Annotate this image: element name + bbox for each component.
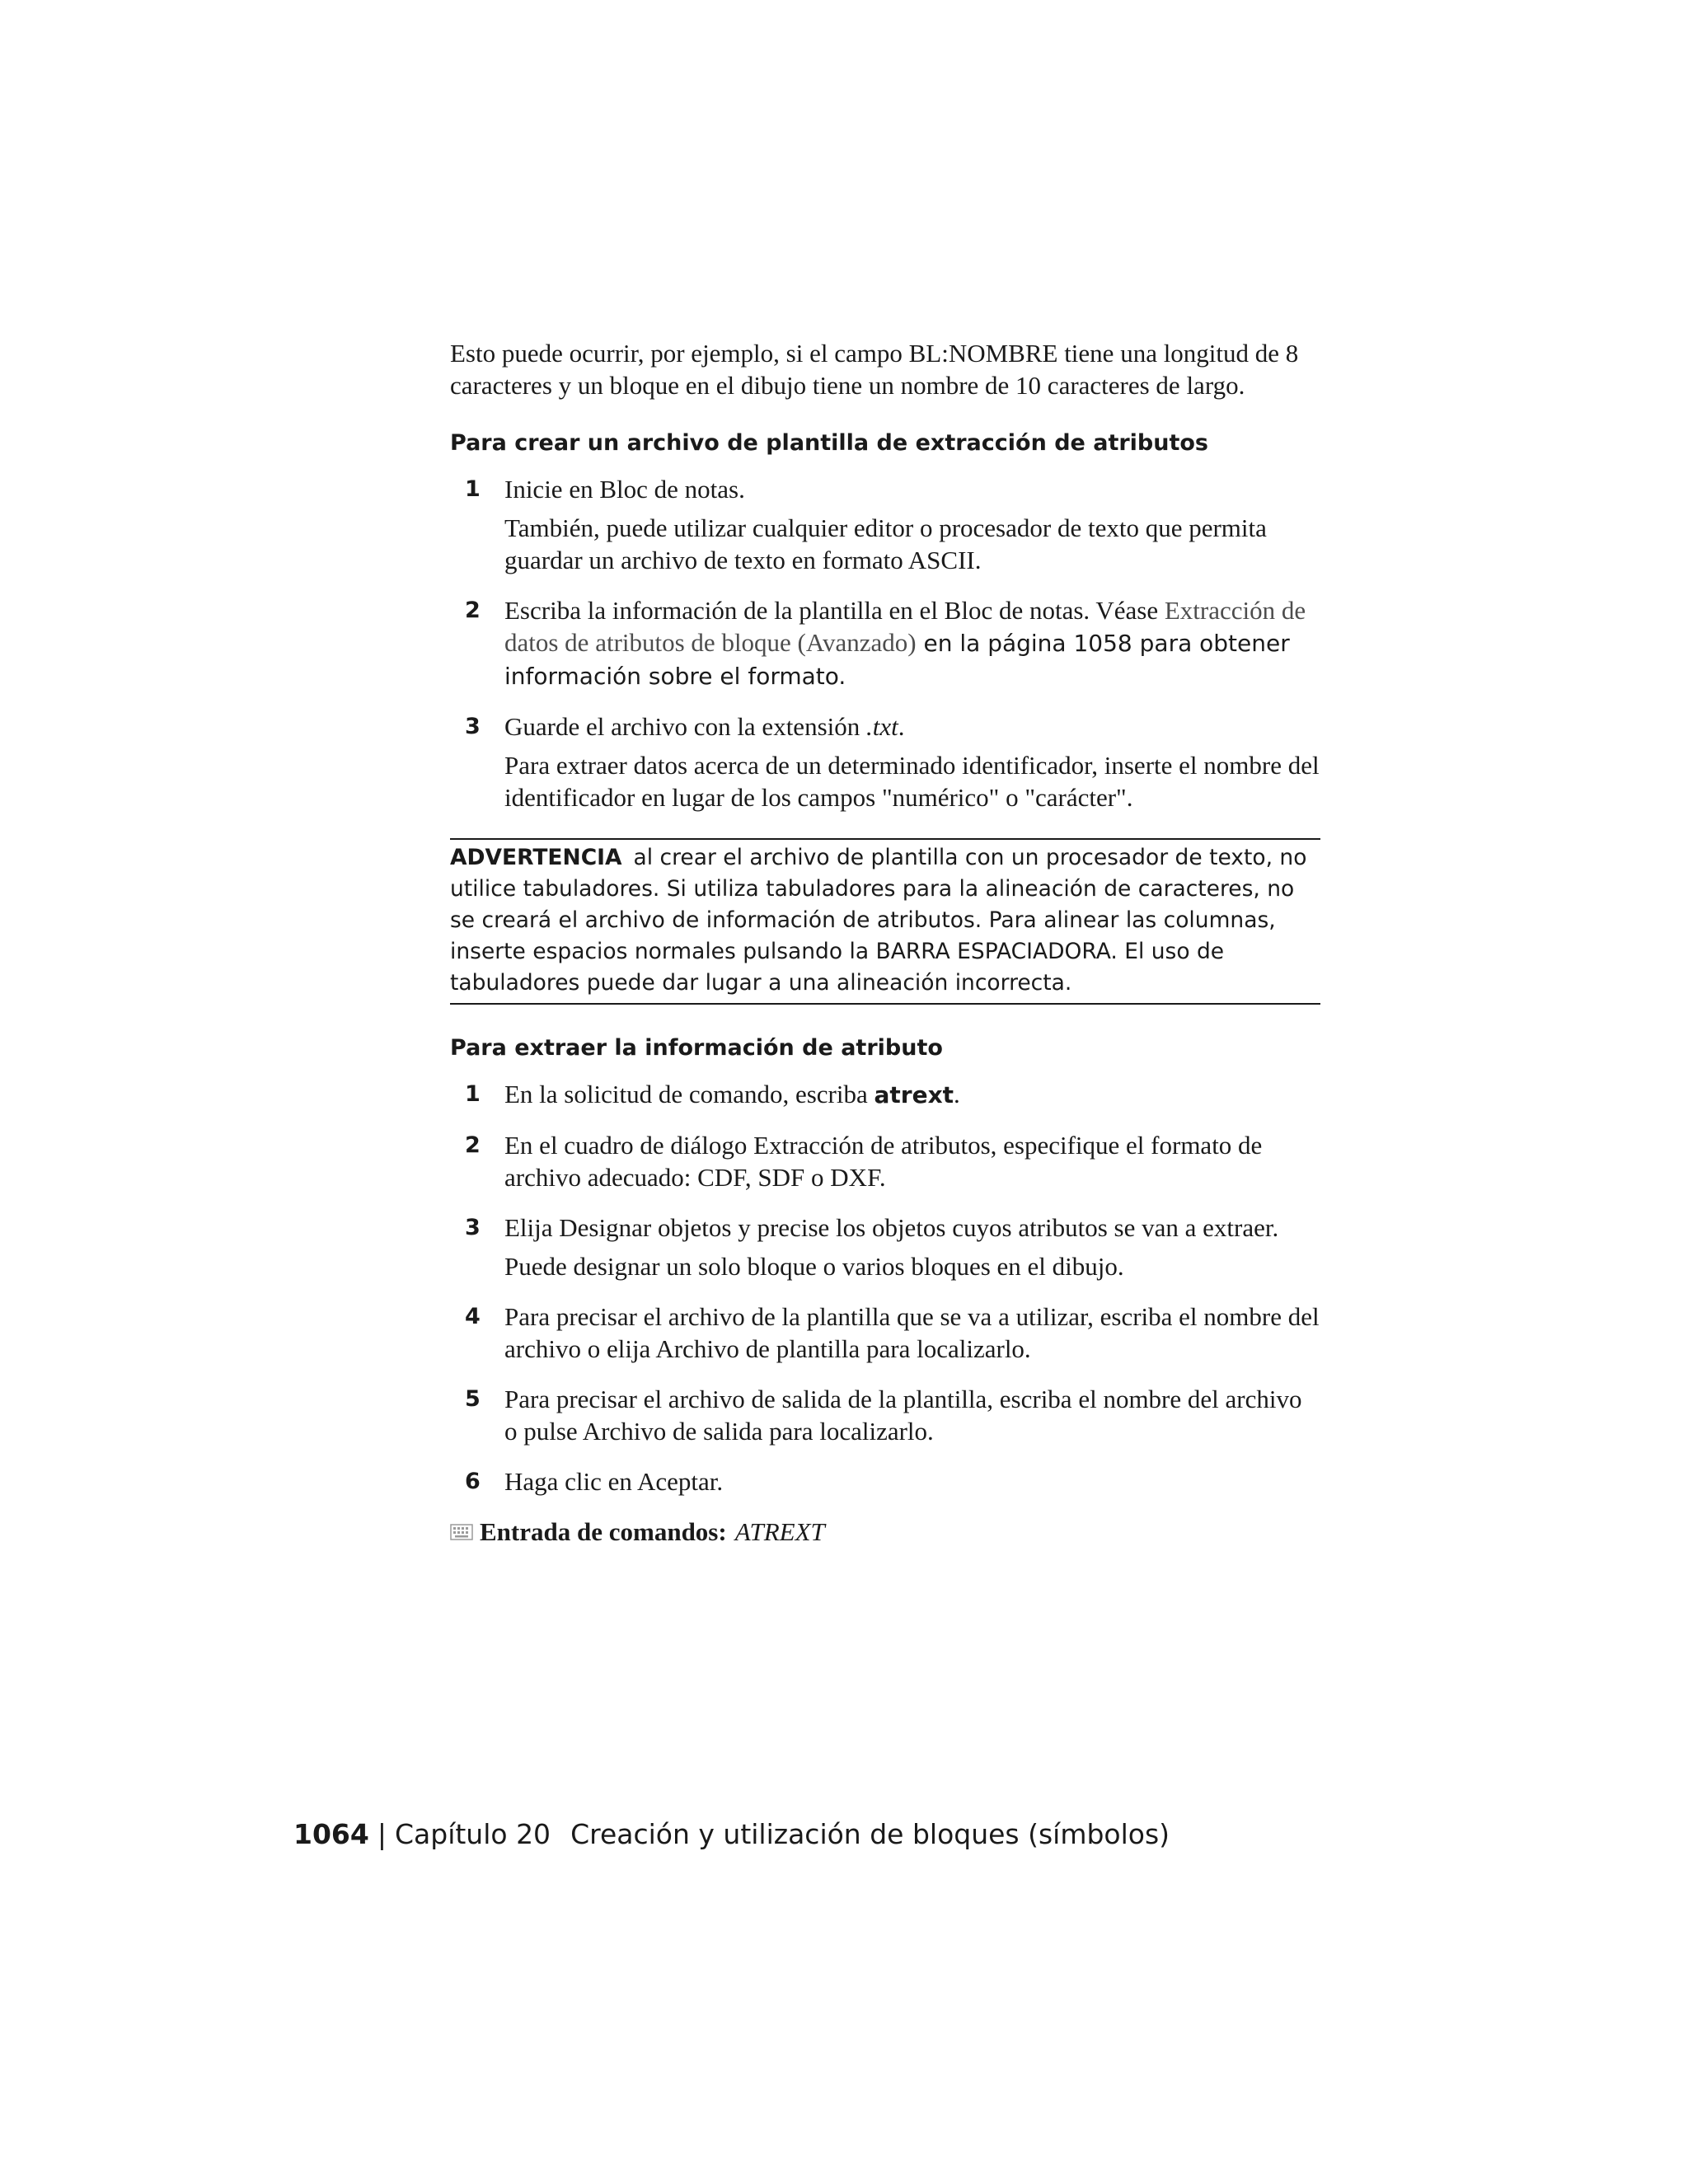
list-item: [450, 1078, 1320, 1111]
step-text-before: Guarde el archivo con la extensión: [504, 712, 866, 741]
list-item: [450, 1383, 1320, 1447]
warning-text: al crear el archivo de plantilla con un procesador de texto, no utilice tabuladores. Si utiliza tabuladores para la alineación de caracteres, no se creará el archivo de información de atributos. Para alinear las columnas, inserte espacios normales pulsando la BARRA ESPACIADORA. El uso de tabuladores puede dar lugar a una alineación incorrecta.: [450, 845, 1307, 996]
step-text: [504, 594, 1320, 692]
step-note: También, puede utilizar cualquier editor o procesador de texto que permita guardar un archivo de texto en formato ASCII.: [504, 513, 1267, 574]
step-number: 6: [465, 1469, 481, 1494]
list-item: [450, 1301, 1320, 1365]
page-number: 1064: [293, 1818, 369, 1850]
file-extension: .txt: [866, 712, 898, 741]
cross-reference-link[interactable]: Extracción de datos de atributos de bloque (Avanzado): [504, 596, 1306, 657]
step-text: Haga clic en Aceptar.: [504, 1467, 724, 1496]
step-number: 3: [465, 1215, 481, 1240]
step-number: 3: [465, 714, 481, 739]
step-text: [504, 710, 1320, 743]
warning-label: ADVERTENCIA: [450, 845, 622, 870]
page-content: [450, 337, 1320, 1548]
list-item: [450, 473, 1320, 576]
step-text: Inicie en Bloc de notas.: [504, 475, 745, 504]
step-number: 1: [465, 1081, 481, 1107]
warning-box: [450, 838, 1320, 1005]
procedure-steps-create-template: [450, 473, 1320, 813]
footer-separator: |: [377, 1818, 387, 1850]
step-number: 2: [465, 598, 481, 623]
step-note: Para extraer datos acerca de un determinado identificador, inserte el nombre del identificador en lugar de los campos "numérico" o "carácter".: [504, 751, 1320, 812]
list-item: [450, 1212, 1320, 1282]
list-item: [450, 1465, 1320, 1497]
intro-paragraph: Esto puede ocurrir, por ejemplo, si el campo BL:NOMBRE tiene una longitud de 8 caracteres y un bloque en el dibujo tiene un nombre de 10 caracteres de largo.: [450, 339, 1299, 400]
chapter-title: Creación y utilización de bloques (símbolos): [570, 1818, 1170, 1850]
procedure-title-extract: Para extraer la información de atributo: [450, 1035, 943, 1061]
step-text-before: Escriba la información de la plantilla en el Bloc de notas. Véase: [504, 596, 1165, 625]
command-name: atrext: [874, 1081, 954, 1108]
step-text: En el cuadro de diálogo Extracción de atributos, especifique el formato de archivo adecuado: CDF, SDF o DXF.: [504, 1131, 1263, 1192]
step-text: Para precisar el archivo de salida de la plantilla, escriba el nombre del archivo o pulse Archivo de salida para localizarlo.: [504, 1385, 1302, 1446]
step-note: Puede designar un solo bloque o varios bloques en el dibujo.: [504, 1252, 1124, 1281]
procedure-steps-extract: [450, 1078, 1320, 1497]
step-text-before: En la solicitud de comando, escriba: [504, 1080, 874, 1108]
step-text-after: .: [954, 1080, 960, 1108]
procedure-title-create-template: Para crear un archivo de plantilla de extracción de atributos: [450, 430, 1209, 456]
list-item: [450, 710, 1320, 813]
step-text-after: .: [898, 712, 905, 741]
list-item: [450, 594, 1320, 692]
command-entry: [450, 1516, 1320, 1548]
step-number: 1: [465, 476, 481, 502]
step-text: Para precisar el archivo de la plantilla que se va a utilizar, escriba el nombre del archivo o elija Archivo de plantilla para localizarlo.: [504, 1302, 1320, 1363]
page-footer: [293, 1816, 1170, 1853]
list-item: [450, 1129, 1320, 1193]
step-text: Elija Designar objetos y precise los objetos cuyos atributos se van a extraer.: [504, 1213, 1279, 1242]
command-entry-value: ATREXT: [734, 1517, 825, 1546]
step-text: [504, 1078, 1320, 1111]
step-number: 4: [465, 1304, 481, 1329]
chapter-label: Capítulo 20: [394, 1818, 551, 1850]
step-number: 2: [465, 1132, 481, 1158]
step-text-after: en la página 1058 para obtener información sobre el formato.: [504, 630, 1290, 690]
command-entry-label: Entrada de comandos:: [480, 1517, 727, 1546]
keyboard-icon: [450, 1524, 473, 1540]
step-number: 5: [465, 1386, 481, 1412]
